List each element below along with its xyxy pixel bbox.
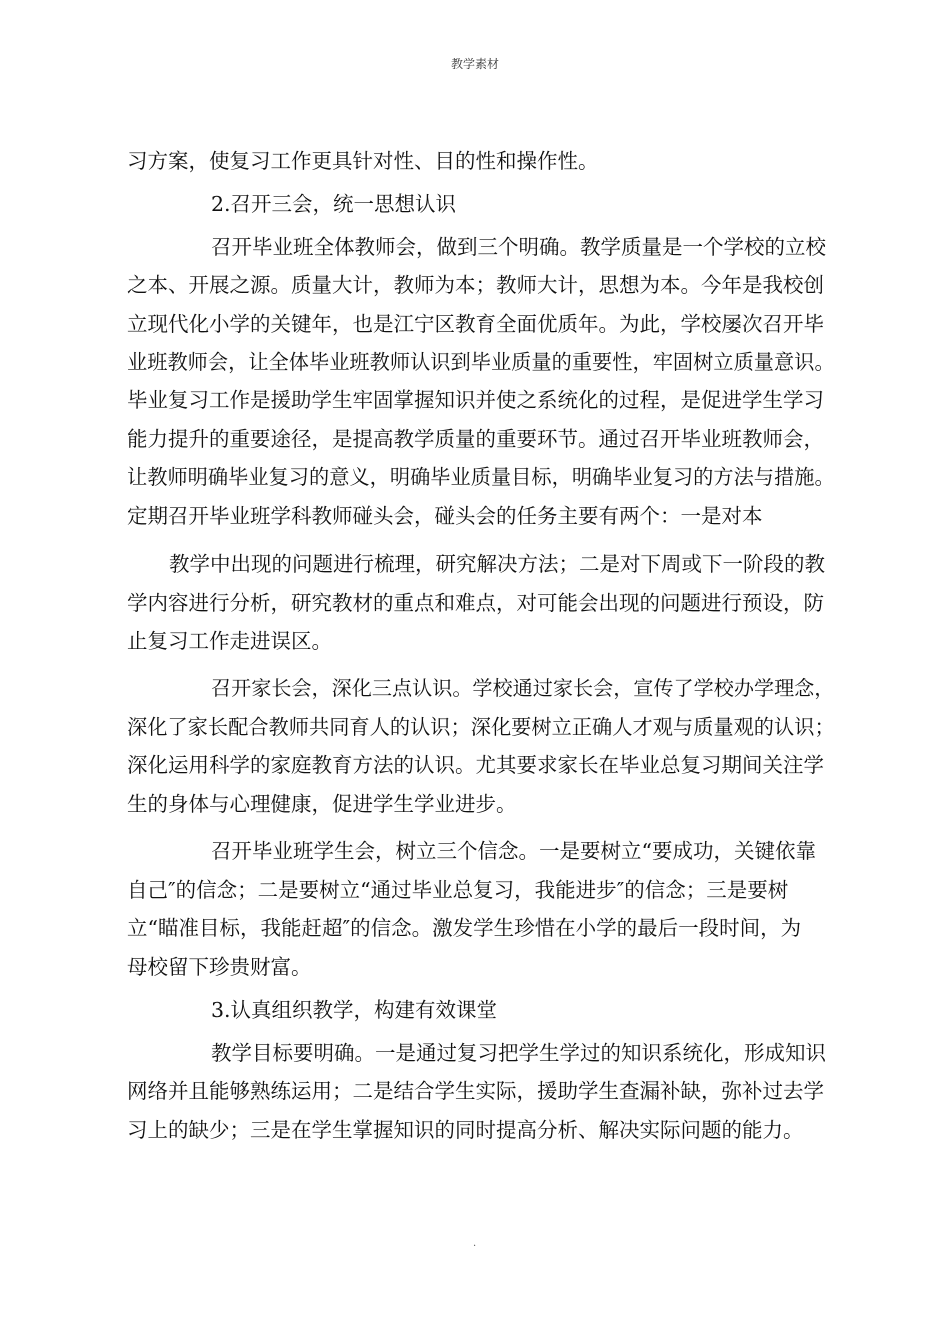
text-line: 母校留下珍贵财富。 [127, 955, 312, 979]
text-line: 立现代化小学的关键年，也是江宁区教育全面优质年。为此，学校屡次召开毕 [127, 312, 824, 336]
page-header: 教学素材 [450, 57, 499, 71]
text-line: 深化运用科学的家庭教育方法的认识。尤其要求家长在毕业总复习期间关注学 [127, 753, 824, 777]
text-line: 业班教师会，让全体毕业班教师认识到毕业质量的重要性，牢固树立质量意识。 [127, 350, 835, 374]
text-line: 深化了家长配合教师共同育人的认识；深化要树立正确人才观与质量观的认识； [127, 715, 835, 739]
text-line: 毕业复习工作是援助学生牢固掌握知识并使之系统化的过程，是促进学生学习 [127, 388, 824, 412]
text-line: 教学中出现的问题进行梳理，研究解决方法；二是对下周或下一阶段的教 [169, 552, 825, 576]
text-line: 网络并且能够熟练运用；二是结合学生实际，援助学生查漏补缺，弥补过去学 [127, 1079, 824, 1103]
section-heading: 2.召开三会，统一思想认识 [211, 192, 457, 216]
text-line: 止复习工作走进误区。 [127, 629, 332, 653]
text-line: 能力提升的重要途径，是提高教学质量的重要环节。通过召开毕业班教师会， [127, 427, 824, 451]
text-line: 定期召开毕业班学科教师碰头会，碰头会的任务主要有两个：一是对本 [127, 504, 763, 528]
text-line: 之本、开展之源。质量大计，教师为本；教师大计，思想为本。今年是我校创 [127, 273, 824, 297]
text-line: 习方案，使复习工作更具针对性、目的性和操作性。 [127, 149, 599, 173]
text-line: 自己″的信念；二是要树立“通过毕业总复习，我能进步″的信念；三是要树 [127, 878, 789, 902]
section-heading: 3.认真组织教学，构建有效课堂 [211, 998, 498, 1022]
text-line: 召开毕业班全体教师会，做到三个明确。教学质量是一个学校的立校 [211, 235, 826, 259]
text-line: 学内容进行分析，研究教材的重点和难点，对可能会出现的问题进行预设，防 [127, 591, 824, 615]
text-line: 生的身体与心理健康，促进学生学业进步。 [127, 792, 517, 816]
text-line: 召开家长会，深化三点认识。学校通过家长会，宣传了学校办学理念， [211, 676, 835, 700]
text-line: 立“瞄准目标，我能赶超″的信念。激发学生珍惜在小学的最后一段时间，为 [127, 916, 802, 940]
text-line: 让教师明确毕业复习的意义，明确毕业质量目标，明确毕业复习的方法与措施。 [127, 465, 835, 489]
text-line: 习上的缺少；三是在学生掌握知识的同时提高分析、解决实际问题的能力。 [127, 1118, 804, 1142]
page-footer-mark: . [473, 1238, 477, 1249]
text-line: 教学目标要明确。一是通过复习把学生学过的知识系统化，形成知识 [211, 1041, 826, 1065]
text-line: 召开毕业班学生会，树立三个信念。一是要树立“要成功，关键依靠 [211, 839, 816, 863]
